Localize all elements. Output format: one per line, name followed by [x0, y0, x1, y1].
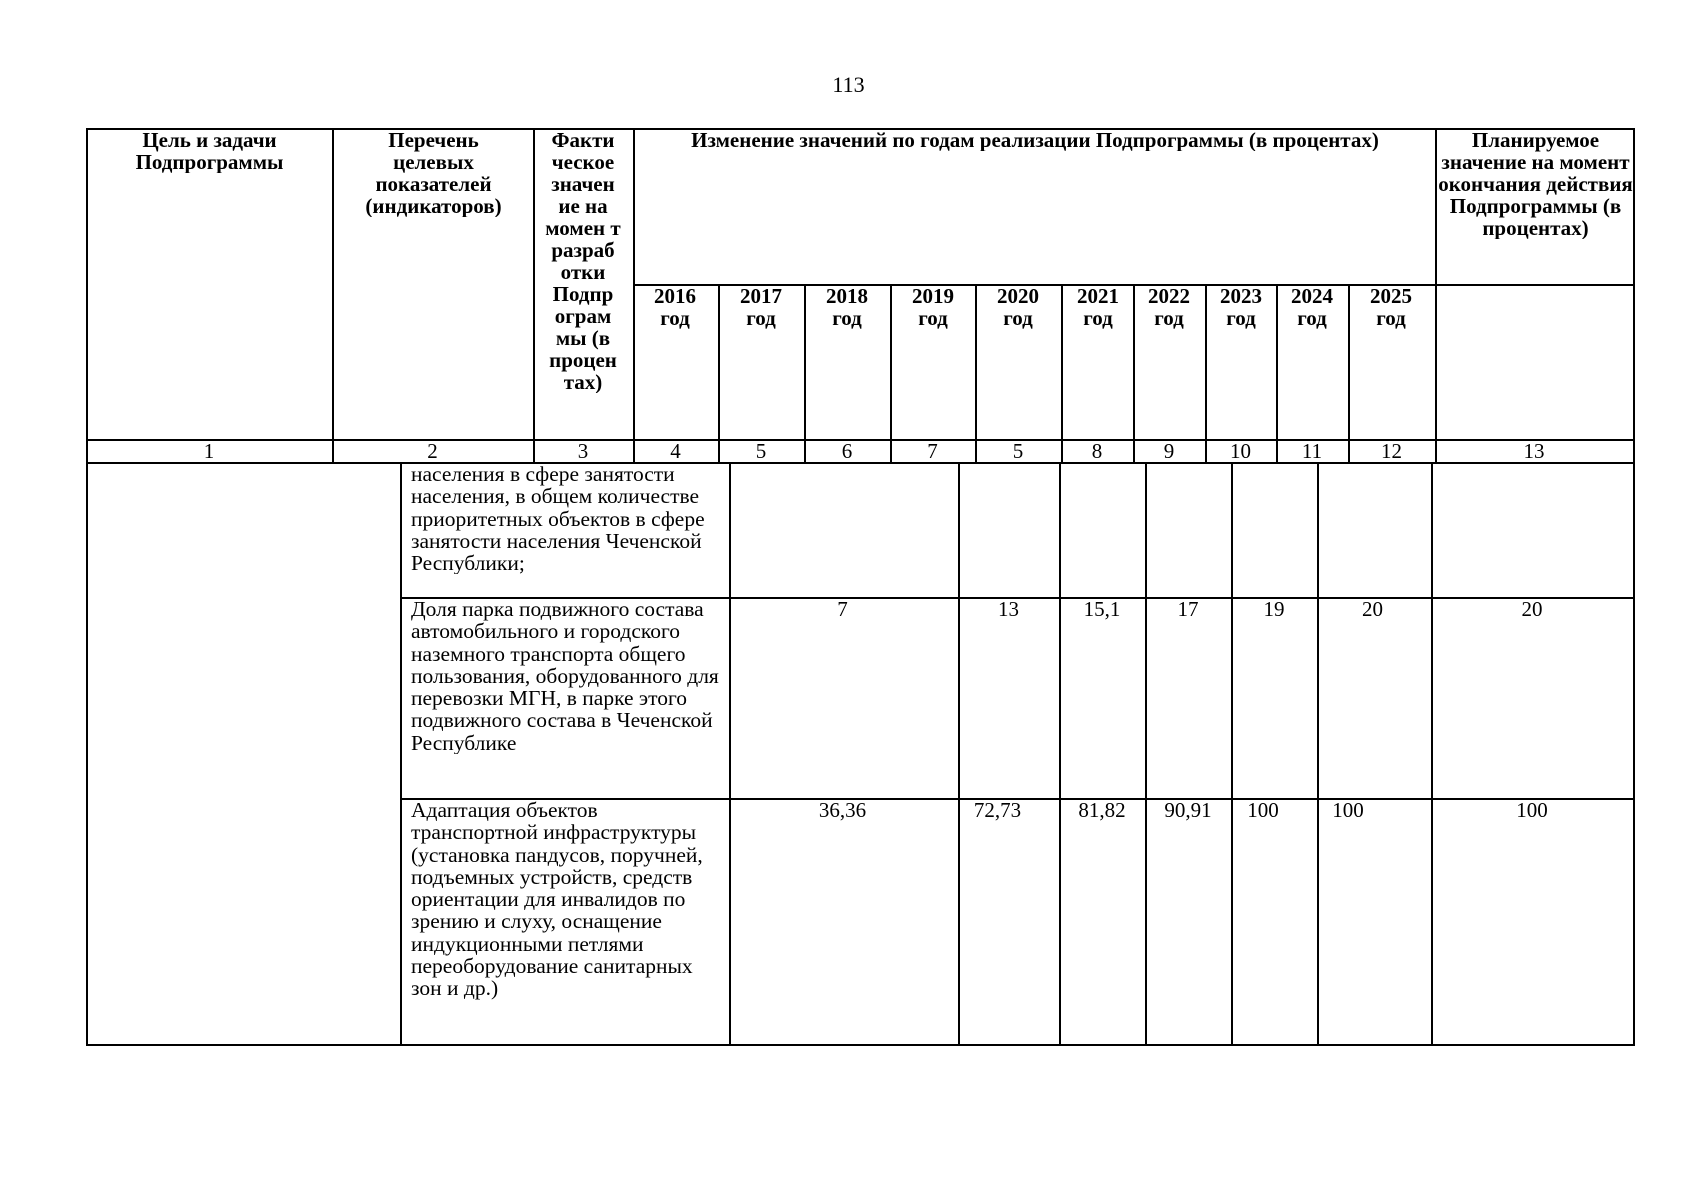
column-number: 5	[1012, 440, 1024, 462]
value-cell: 90,91	[1164, 799, 1212, 821]
column-number: 5	[755, 440, 767, 462]
value-cell: 36,36	[818, 799, 867, 821]
column-number: 7	[927, 440, 938, 462]
column-number: 6	[841, 440, 853, 462]
body-divider	[400, 463, 402, 1045]
column-number: 12	[1381, 440, 1402, 462]
body-divider	[1431, 463, 1433, 1045]
header-year: 2016 год	[654, 285, 696, 329]
header-year: 2020 год	[997, 285, 1039, 329]
column-number: 8	[1091, 440, 1103, 462]
value-cell: 13	[998, 598, 1019, 620]
header-year: 2023 год	[1220, 285, 1262, 329]
value-cell: 17	[1177, 598, 1199, 620]
value-cell: 20	[1362, 598, 1383, 620]
column-number: 9	[1163, 440, 1175, 462]
header-year: 2025 год	[1370, 285, 1412, 329]
indicator-text: населения в сфере занятости населения, в общем количестве приоритетных объектов в сфере занятости населения Чеченской Республики;	[411, 463, 705, 575]
numbers-bottom-rule	[86, 462, 1635, 464]
header-divider	[1348, 284, 1350, 464]
header-actual-value: Факти ческое значен ие на момен т разраб отки Подпр ограм мы (в процен тах)	[545, 129, 621, 393]
body-divider	[1145, 463, 1147, 1045]
header-yearly-change: Изменение значений по годам реализации Подпрограммы (в процентах)	[691, 129, 1379, 151]
header-indicators: Перечень целевых показателей (индикаторов)	[365, 129, 502, 217]
value-cell: 100	[1516, 799, 1548, 821]
indicator-text: Адаптация объектов транспортной инфраструктуры (установка пандусов, поручней, подъемных устройств, средств ориентации для инвалидов по зрению и слуху, оснащение индукционными петлями переоборудование санитарных зон и др.)	[411, 799, 703, 1000]
body-divider	[1059, 463, 1061, 1045]
value-cell: 19	[1263, 598, 1285, 620]
value-cell: 100	[1247, 799, 1279, 821]
body-divider	[729, 463, 731, 1045]
header-divider	[633, 128, 635, 464]
header-divider	[332, 128, 334, 464]
header-year: 2017 год	[740, 285, 782, 329]
header-year: 2024 год	[1291, 285, 1333, 329]
header-divider	[975, 284, 977, 464]
table-border-left	[86, 128, 88, 1046]
value-cell: 7	[837, 598, 848, 620]
body-divider	[958, 463, 960, 1045]
header-divider	[890, 284, 892, 464]
header-year: 2019 год	[912, 285, 954, 329]
header-year: 2018 год	[826, 285, 868, 329]
header-year: 2021 год	[1077, 285, 1119, 329]
header-year: 2022 год	[1148, 285, 1190, 329]
body-divider	[1317, 463, 1319, 1045]
column-number: 1	[203, 440, 215, 462]
header-divider	[1435, 128, 1437, 464]
header-divider	[804, 284, 806, 464]
value-cell: 81,82	[1078, 799, 1126, 821]
header-divider	[533, 128, 535, 464]
column-number: 4	[670, 440, 681, 462]
table-border-right	[1633, 128, 1635, 1046]
indicator-text: Доля парка подвижного состава автомобильного и городского наземного транспорта общего пользования, оборудованного для перевозки МГН, в парке этого подвижного состава в Чеченской Республике	[411, 598, 719, 755]
column-number: 3	[577, 440, 589, 462]
column-number: 2	[427, 440, 438, 462]
column-number: 11	[1301, 440, 1323, 462]
header-divider	[1205, 284, 1207, 464]
header-divider	[1061, 284, 1063, 464]
header-divider	[718, 284, 720, 464]
body-divider	[1231, 463, 1233, 1045]
value-cell: 15,1	[1083, 598, 1121, 620]
value-cell: 72,73	[973, 799, 1022, 821]
header-divider	[1276, 284, 1278, 464]
value-cell: 100	[1332, 799, 1364, 821]
value-cell: 20	[1521, 598, 1543, 620]
header-divider	[1133, 284, 1135, 464]
column-number: 10	[1230, 440, 1251, 462]
table-border-bottom	[86, 1044, 1635, 1046]
header-planned-value: Планируемое значение на момент окончания действия Подпрограммы (в процентах)	[1438, 129, 1633, 239]
column-number: 13	[1523, 440, 1545, 462]
page-number: 113	[832, 72, 865, 97]
header-goal: Цель и задачи Подпрограммы	[135, 129, 284, 173]
